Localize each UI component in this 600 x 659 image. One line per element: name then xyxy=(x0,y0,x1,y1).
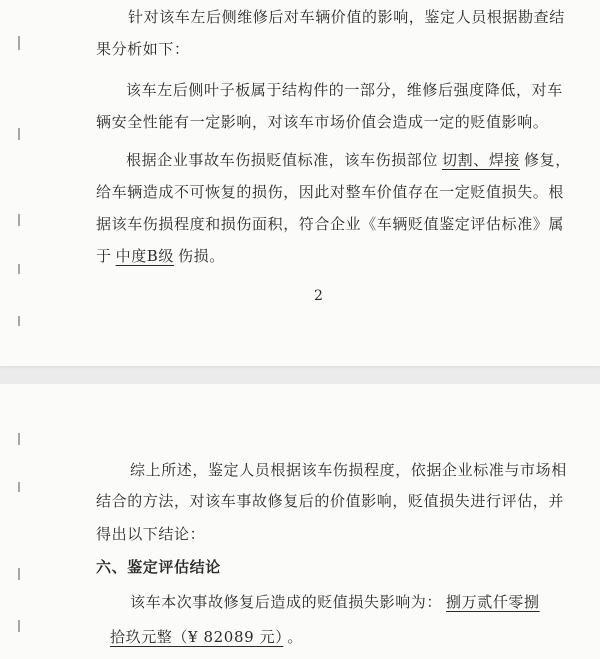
page-number: 2 xyxy=(314,288,323,304)
paragraph-2-text: 修复， xyxy=(524,151,571,169)
intro-line: 针对该车左后侧维修后对车辆价值的影响，鉴定人员根据勘查结 xyxy=(128,8,565,26)
margin-mark xyxy=(18,128,20,140)
margin-mark xyxy=(18,36,20,50)
conclusion-line xyxy=(110,627,303,647)
margin-mark xyxy=(18,264,20,274)
document-page-2 xyxy=(0,384,600,659)
margin-mark xyxy=(18,482,20,492)
paragraph-2-text: 伤损。 xyxy=(178,247,225,265)
damage-method-field: 切割、焊接 xyxy=(442,151,521,169)
paragraph-2-text: 根据企业事故车伤损贬值标准，该车伤损部位 xyxy=(126,151,439,169)
conclusion-line xyxy=(130,592,544,612)
intro-line-cont: 果分析如下： xyxy=(96,40,190,58)
paragraph-2-line xyxy=(126,150,571,170)
paragraph-2-text: 于 xyxy=(96,247,112,265)
margin-mark xyxy=(18,316,20,326)
section-heading: 六、鉴定评估结论 xyxy=(96,558,221,576)
margin-mark xyxy=(18,568,20,580)
paragraph-2-line: 给车辆造成不可恢复的损伤，因此对整车价值存在一定贬值损失。根 xyxy=(96,183,565,201)
paragraph-2-line: 据该车伤损程度和损伤面积，符合企业《车辆贬值鉴定评估标准》属 xyxy=(96,215,565,233)
margin-mark xyxy=(18,620,20,632)
paragraph-2-line xyxy=(96,246,225,266)
paragraph-1-line: 辆安全性能有一定影响，对该车市场价值会造成一定的贬值影响。 xyxy=(96,113,549,131)
summary-line: 综上所述，鉴定人员根据该车伤损程度，依据企业标准与市场相 xyxy=(130,461,567,479)
paragraph-1-line: 该车左后侧叶子板属于结构件的一部分，维修后强度降低，对车 xyxy=(126,81,563,99)
conclusion-text: 该车本次事故修复后造成的贬值损失影响为： xyxy=(130,593,443,611)
loss-amount-field-cont: 拾玖元整（¥ 82089 元） xyxy=(110,628,284,646)
summary-line: 结合的方法，对该车事故修复后的价值影响，贬值损失进行评估，并 xyxy=(96,492,565,510)
margin-mark xyxy=(18,214,20,226)
margin-mark xyxy=(18,433,20,445)
summary-line: 得出以下结论： xyxy=(96,525,206,543)
damage-grade-field: 中度B级 xyxy=(115,247,175,265)
conclusion-text: 。 xyxy=(287,628,303,646)
loss-amount-field: 捌万贰仟零捌 xyxy=(446,593,540,611)
